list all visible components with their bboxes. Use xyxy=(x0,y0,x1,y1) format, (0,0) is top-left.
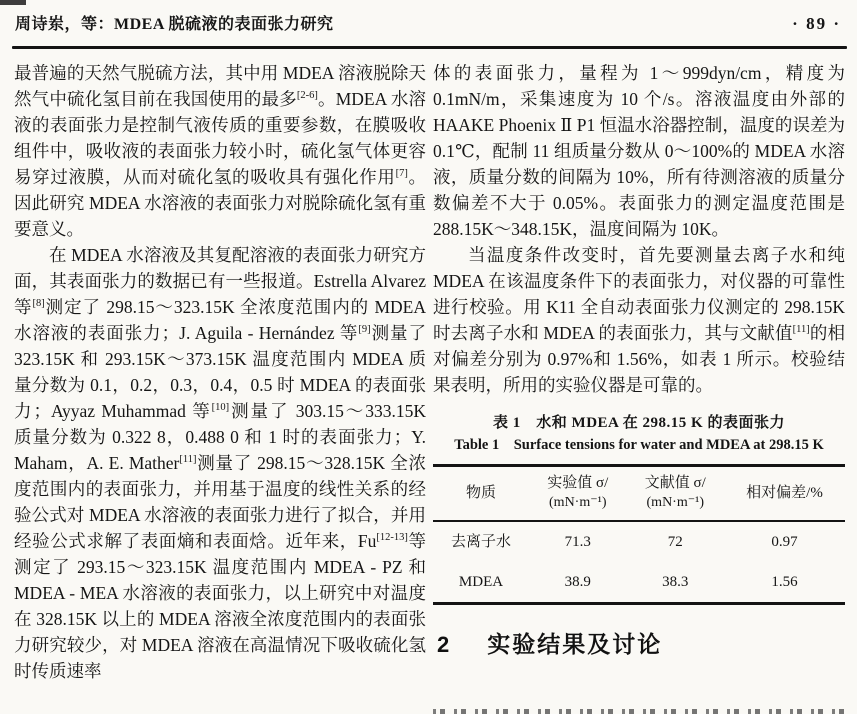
text-run: 。MDEA 水溶液的表面张力是控制气液传质的重要参数，在膜吸收组件中，吸收液的表面张力较小时，硫化氢气体更容易穿过液膜，从而对硫化氢的吸收具有强化作用 xyxy=(14,89,427,187)
text-run: 等测定了 293.15～323.15K 温度范围内 MDEA - PZ 和 MDEA - MEA 水溶液的表面张力，以上研究中对温度在 328.15K 以上的 MDEA 溶液全浓度范围内的表面张力研究较少，对 MDEA 溶液在高温情况下吸收硫化氢时传质速率 xyxy=(14,531,427,681)
header-rule xyxy=(12,46,847,49)
right-column-text xyxy=(433,60,845,398)
paragraph xyxy=(433,60,845,242)
table-header-row xyxy=(433,466,845,522)
citation-ref: [2-6] xyxy=(296,90,318,102)
page-number: · 89 · xyxy=(792,14,841,33)
running-title: 周诗岽，等：MDEA 脱硫液的表面张力研究 xyxy=(15,16,334,33)
table-column-header: 文献值 σ/ (mN·m⁻¹) xyxy=(627,466,725,522)
citation-ref: [12-13] xyxy=(376,532,408,544)
right-column xyxy=(433,60,845,658)
table-cell: 38.9 xyxy=(564,574,591,590)
citation-ref: [8] xyxy=(32,298,45,310)
cropped-text-line xyxy=(433,709,845,714)
citation-ref: [7] xyxy=(395,168,408,180)
table-cell: 71.3 xyxy=(564,534,591,550)
text-run: 测量了 323.15K 和 293.15K～373.15K 温度范围内 MDEA 质量分数为 0.1，0.2，0.3，0.4，0.5 时 MDEA 的表面张力；Ayyaz Muhammad 等 xyxy=(14,323,427,421)
table-column-header: 物质 xyxy=(433,466,529,522)
paragraph xyxy=(14,242,426,684)
text-run: 测量了 298.15～328.15K 全浓度范围内的表面张力，并用基于温度的线性关系的经验公式对 MDEA 水溶液的表面张力进行了拟合，并用经验公式求解了表面熵和表面焓。近年来，Fu xyxy=(14,453,426,551)
surface-tension-table xyxy=(433,464,845,605)
citation-ref: [10] xyxy=(211,402,230,414)
table-caption-zh: 表 1 水和 MDEA 在 298.15 K 的表面张力 xyxy=(493,415,785,431)
text-run: 在 MDEA 水溶液及其复配溶液的表面张力研究方面，其表面张力的数据已有一些报道。Estrella Alvarez 等 xyxy=(14,245,426,317)
table-row xyxy=(433,521,845,562)
left-column xyxy=(14,60,426,684)
section-number: 2 xyxy=(437,632,450,657)
table-cell: 去离子水 xyxy=(450,534,511,550)
section-heading xyxy=(433,631,845,658)
table-body xyxy=(433,521,845,604)
page-header xyxy=(15,11,841,34)
table-column-header: 实验值 σ/ (mN·m⁻¹) xyxy=(529,466,627,522)
table-cell: 0.97 xyxy=(771,534,798,550)
text-run: 体的表面张力，量程为 1～999dyn/cm，精度为 0.1mN/m，采集速度为 10 个/s。溶液温度由外部的 HAAKE Phoenix Ⅱ P1 恒温水浴器控制，温度的误差为 0.1℃，配制 11 组质量分数从 0～100%的 MDEA 水溶液，质量分数的间隔为 10%，所有待测溶液的质量分数偏差不大于 0.05%。表面张力的测定温度范围是 288.15K～348.15K，温度间隔为 10K。 xyxy=(433,63,845,239)
text-run: 。因此研究 MDEA 水溶液的表面张力对脱除硫化氢有重要意义。 xyxy=(14,167,426,239)
text-run: 测量了 303.15～333.15K 质量分数为 0.322 8，0.488 0 和 1 时的表面张力；Y. Maham，A. E. Mather xyxy=(14,401,427,473)
citation-ref: [11] xyxy=(179,454,197,466)
table-cell: MDEA xyxy=(458,574,504,590)
table-cell: 38.3 xyxy=(662,574,689,590)
paragraph xyxy=(433,242,845,398)
scan-artifact xyxy=(0,0,26,5)
text-run: 的相对偏差分别为 0.97%和 1.56%，如表 1 所示。校验结果表明，所用的实验仪器是可靠的。 xyxy=(433,323,846,395)
citation-ref: [11] xyxy=(792,324,810,336)
text-run: 当温度条件改变时，首先要测量去离子水和纯 MDEA 在该温度条件下的表面张力，对仪器的可靠性进行校验。用 K11 全自动表面张力仪测定的 298.15K 时去离子水和 MDEA 的表面张力，其与文献值 xyxy=(433,245,845,343)
section-title: 实验结果及讨论 xyxy=(487,631,663,657)
table-block xyxy=(433,413,845,605)
table-row xyxy=(433,562,845,604)
text-run: 最普遍的天然气脱硫方法，其中用 MDEA 溶液脱除天然气中硫化氢目前在我国使用的最多 xyxy=(14,63,426,109)
table-caption-en: Table 1 Surface tensions for water and MDEA at 298.15 K xyxy=(454,437,824,453)
table-cell: 72 xyxy=(667,534,683,550)
citation-ref: [9] xyxy=(358,324,371,336)
table-column-header: 相对偏差/% xyxy=(724,466,845,522)
text-run: 测定了 298.15～323.15K 全浓度范围内的 MDEA 水溶液的表面张力；J. Aguila - Hernández 等 xyxy=(14,297,426,343)
paragraph xyxy=(14,60,426,242)
table-cell: 1.56 xyxy=(771,574,798,590)
